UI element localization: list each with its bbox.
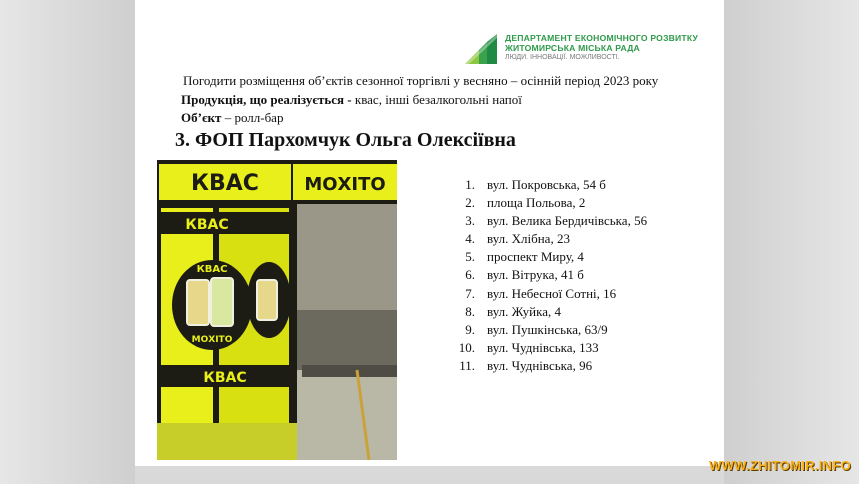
mug-label-mohito: МОХІТО <box>191 335 233 345</box>
page-background-left <box>0 0 135 484</box>
department-logo <box>465 32 710 68</box>
address-item: 10. вул. Чуднівська, 133 <box>458 339 599 355</box>
kiosk-photo <box>157 160 397 460</box>
logo-slogan: ЛЮДИ. ІННОВАЦІЇ. МОЖЛИВОСТІ. <box>505 54 620 61</box>
address-item: 9. вул. Пушкінська, 63/9 <box>465 321 608 337</box>
address-item: 8. вул. Жуйка, 4 <box>465 303 561 319</box>
address-item: 1. вул. Покровська, 54 б <box>465 177 606 192</box>
kiosk-illustration <box>157 160 397 460</box>
products-line <box>181 92 522 108</box>
address-item: 11. вул. Чуднівська, 96 <box>459 357 593 373</box>
address-item: 3. вул. Велика Бердичівська, 56 <box>465 213 648 229</box>
site-watermark: WWW.ZHITOMIR.INFO <box>708 458 851 473</box>
object-label: Об’єкт <box>181 110 222 125</box>
intro-text: Погодити розміщення об’єктів сезонної торгівлі у весняно – осінній період 2023 року <box>183 73 659 88</box>
object-line <box>181 110 283 126</box>
slide <box>135 0 724 466</box>
object-value: – ролл-бар <box>221 110 284 125</box>
address-item: 6. вул. Вітрука, 41 б <box>465 267 584 283</box>
address-item: 4. вул. Хлібна, 23 <box>465 231 570 247</box>
address-item: 2. площа Польова, 2 <box>465 195 586 211</box>
products-value: квас, інші безалкогольні напої <box>351 92 522 107</box>
address-list <box>445 177 647 376</box>
products-label: Продукція, що реалізується - <box>181 92 352 107</box>
page-background-right <box>724 0 859 484</box>
mug-label-kvas: КВАС <box>196 264 228 275</box>
band-kvas: КВАС <box>185 217 229 233</box>
logo-subtitle: ЖИТОМИРСЬКА МІСЬКА РАДА <box>505 43 640 53</box>
logo-mark-icon <box>465 34 497 64</box>
sign-kvas: КВАС <box>191 171 259 196</box>
address-item: 5. проспект Миру, 4 <box>465 249 584 265</box>
logo-title: ДЕПАРТАМЕНТ ЕКОНОМІЧНОГО РОЗВИТКУ <box>505 33 699 43</box>
bottom-kvas: КВАС <box>203 370 247 386</box>
sign-mohito: МОХІТО <box>304 174 386 195</box>
address-item: 7. вул. Небесної Сотні, 16 <box>465 285 617 301</box>
entrepreneur-heading: 3. ФОП Пархомчук Ольга Олексіївна <box>175 129 516 151</box>
